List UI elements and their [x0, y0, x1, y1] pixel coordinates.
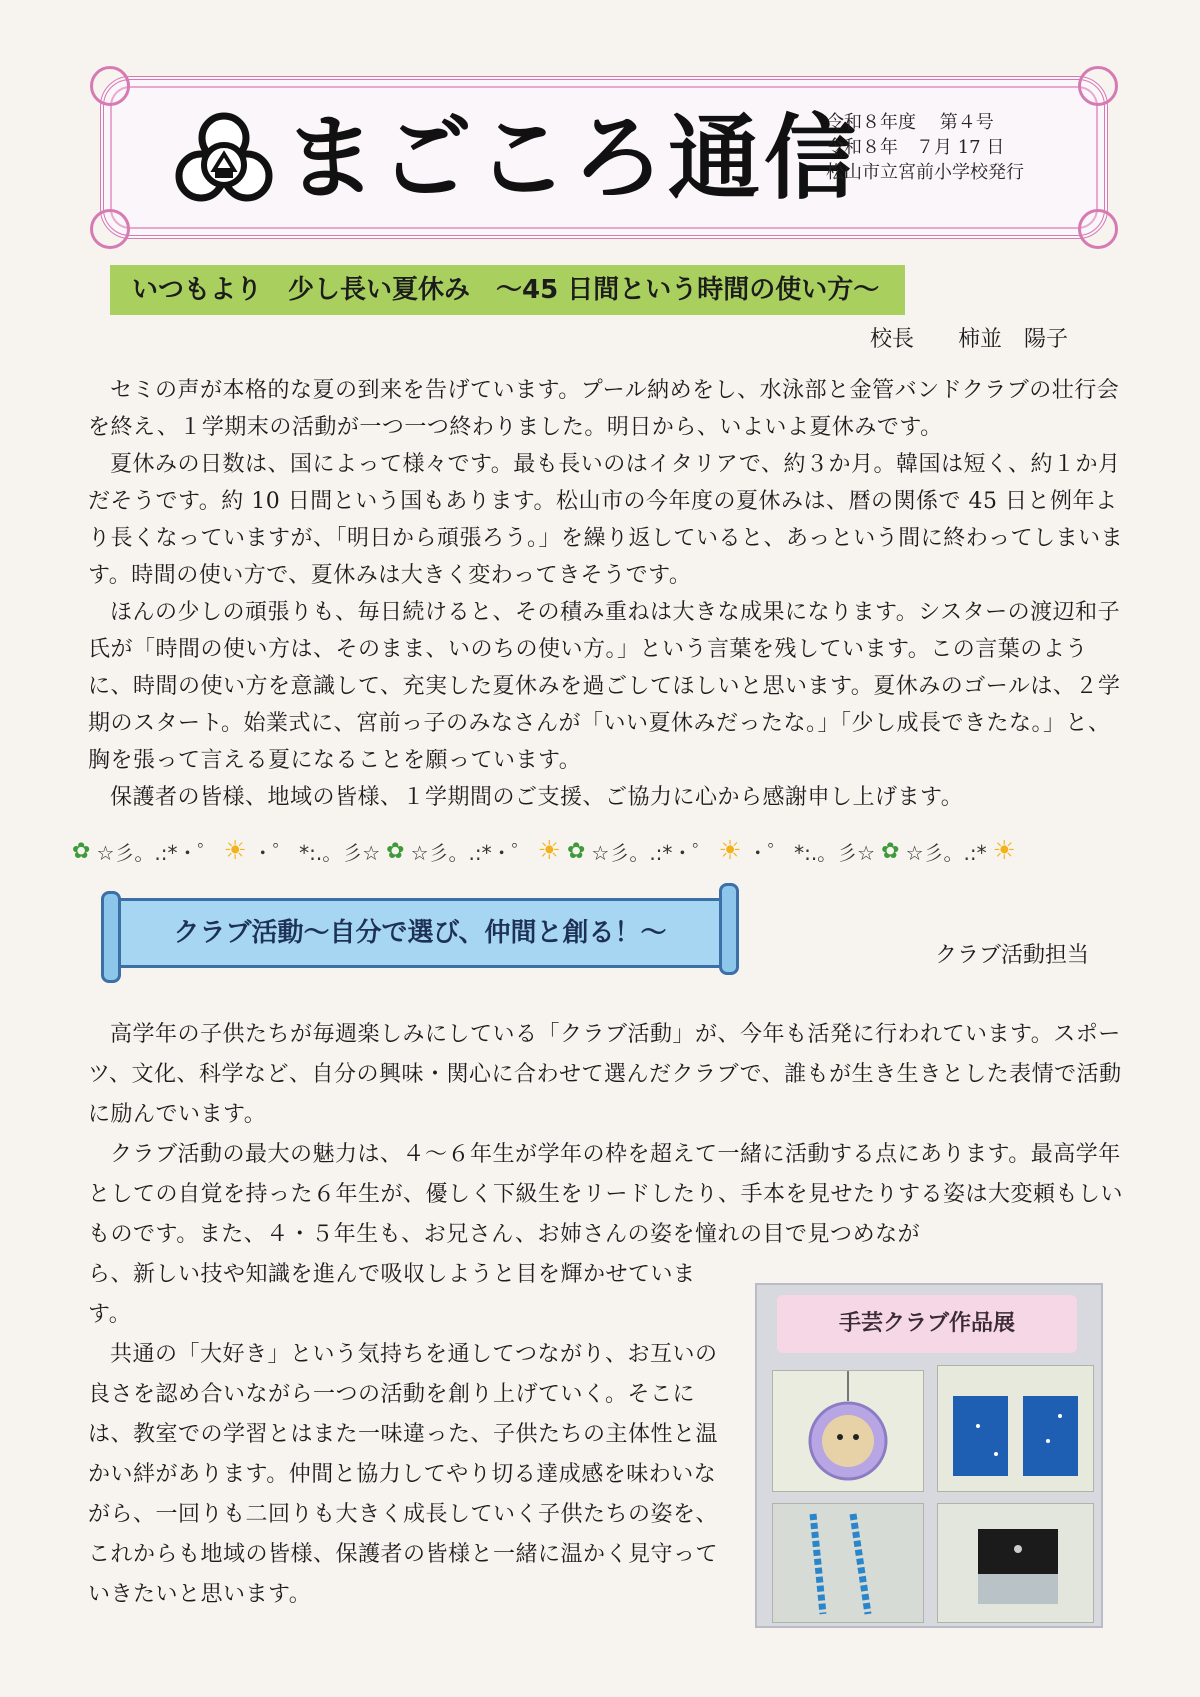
photo-tile — [937, 1503, 1094, 1623]
article-byline: クラブ活動担当 — [935, 943, 1090, 968]
photo-tile — [937, 1365, 1094, 1492]
paragraph: セミの声が本格的な夏の到来を告げています。プール納めをし、水泳部と金管バンドクラブの壮行会を終え、１学期末の活動が一つ一つ終わりました。明日から、いよいよ夏休みです。 — [88, 378, 1120, 440]
paragraph: ら、新しい技や知識を進んで吸収しようと目を輝かせています。 — [88, 1262, 696, 1327]
divider-text: ☆彡。.:*・゜ — [96, 840, 218, 865]
purse-craft-icon — [938, 1504, 1093, 1622]
paragraph: クラブ活動の最大の魅力は、４～６年生が学年の枠を超えて一緒に活動する点にあります。最高学年としての自覚を持った６年生が、優しく下級生をリードしたり、手本を見せたりする姿は大変頼もしいものです。また、４・５年生も、お兄さん、お姉さんの姿を憧れの目で見つめなが — [88, 1142, 1124, 1247]
decorative-divider — [72, 833, 1132, 869]
article-body — [88, 1015, 1133, 1255]
divider-text: ☆彡。.:*・゜ — [410, 840, 532, 865]
divider-text: ・゜ *:.。彡☆ — [252, 840, 381, 865]
sun-icon: ☀ — [992, 836, 1016, 866]
article-headline: いつもより 少し長い夏休み ～45 日間という時間の使い方～ — [110, 265, 905, 315]
club-exhibit-photo — [755, 1283, 1103, 1628]
paragraph: 夏休みの日数は、国によって様々です。最も長いのはイタリアで、約３か月。韓国は短く、約１か月だそうです。約 10 日間という国もあります。松山市の今年度の夏休みは、暦の関係で 45 日と例年より長くなっていますが、「明日から頑張ろう。」を繰り返していると、あっという間に終わってしまいます。時間の使い方で、夏休みは大きく変わってきそうです。 — [88, 452, 1124, 588]
paragraph: ほんの少しの頑張りも、毎日続けると、その積み重ねは大きな成果になります。シスターの渡辺和子氏が「時間の使い方は、そのまま、いのちの使い方。」という言葉を残しています。この言葉のように、時間の使い方を意識して、充実した夏休みを過ごしてほしいと思います。夏休みのゴールは、２学期のスタート。始業式に、宮前っ子のみなさんが「いい夏休みだったな。」「少し成長できたな。」と、胸を張って言える夏になることを願っています。 — [88, 600, 1121, 773]
leaf-icon: ✿ — [386, 838, 405, 864]
leaf-icon: ✿ — [566, 838, 586, 864]
sun-icon: ☀ — [718, 836, 742, 866]
frame-ornament — [90, 209, 130, 249]
sun-icon: ☀ — [223, 836, 247, 866]
frame-ornament — [1078, 209, 1118, 249]
article-byline: 校長 柿並 陽子 — [870, 327, 1069, 352]
scroll-banner-headline — [110, 898, 730, 968]
exhibit-sign: 手芸クラブ作品展 — [777, 1295, 1077, 1353]
masthead — [100, 76, 1108, 239]
scroll-roll — [719, 883, 739, 975]
issue-info — [826, 110, 1086, 185]
divider-text: ・゜ *:.。彡☆ — [747, 840, 876, 865]
divider-text: ☆彡。.:*・゜ — [591, 840, 713, 865]
leaf-icon: ✿ — [881, 838, 900, 864]
article-body-wrapped — [88, 1255, 728, 1615]
banner-text: クラブ活動～自分で選び、仲間と創る！～ — [173, 918, 667, 948]
photo-tile — [772, 1503, 924, 1623]
leaf-icon: ✿ — [72, 838, 91, 864]
frame-ornament — [1078, 66, 1118, 106]
sun-icon: ☀ — [537, 836, 561, 866]
paragraph: 保護者の皆様、地域の皆様、１学期間のご支援、ご協力に心から感謝申し上げます。 — [110, 785, 964, 810]
scroll-roll — [101, 891, 121, 983]
paragraph: 共通の「大好き」という気持ちを通してつながり、お互いの良さを認め合いながら一つの活動を創り上げていく。そこには、教室での学習とはまた一味違った、子供たちの主体性と温かい絆があります。仲間と協力してやり切る達成感を味わいながら、一回りも二回りも大きく成長していく子供たちの姿を、これからも地域の皆様、保護者の皆様と一緒に温かく見守っていきたいと思います。 — [88, 1342, 719, 1607]
strap-craft-icon — [773, 1504, 923, 1622]
paragraph: 高学年の子供たちが毎週楽しみにしている「クラブ活動」が、今年も活発に行われています。スポーツ、文化、科学など、自分の興味・関心に合わせて選んだクラブで、誰もが生き生きとした表情で活動に励んでいます。 — [88, 1022, 1122, 1127]
article-body — [88, 372, 1128, 816]
photo-tile — [772, 1370, 924, 1492]
publisher: 松山市立宮前小学校発行 — [826, 162, 1024, 183]
divider-text: ☆彡。.:* — [905, 840, 987, 865]
school-emblem-icon — [174, 110, 274, 210]
frame-ornament — [90, 66, 130, 106]
issue-date: 令和８年 ７月 17 日 — [826, 137, 1005, 158]
newsletter-title: まごころ通信 — [284, 104, 861, 212]
issue-number: 令和８年度 第４号 — [826, 112, 994, 133]
pouch-craft-icon — [938, 1366, 1093, 1491]
badge-craft-icon — [773, 1371, 923, 1491]
